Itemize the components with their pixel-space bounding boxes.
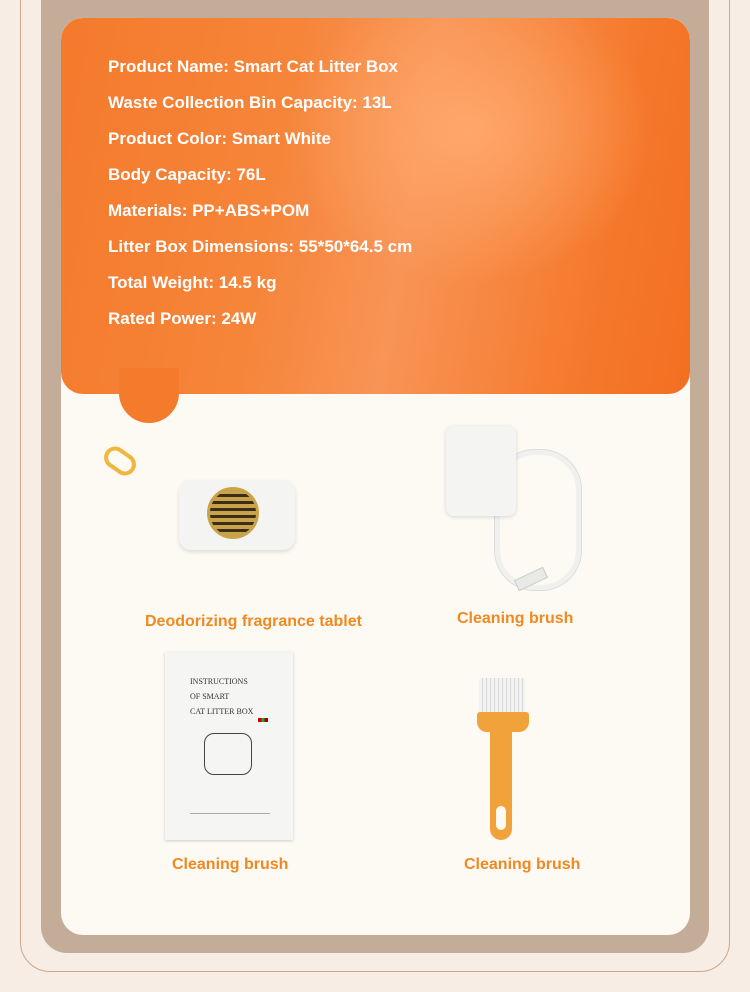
spec-body-capacity: Body Capacity: 76L xyxy=(108,165,266,184)
manual-footer-line xyxy=(190,813,270,814)
spec-product-color: Product Color: Smart White xyxy=(108,129,331,148)
deodorizer-caption: Deodorizing fragrance tablet xyxy=(145,613,362,630)
deodorizer-grill xyxy=(207,487,259,539)
brush-hang-hole xyxy=(496,806,506,830)
manual-caption: Cleaning brush xyxy=(172,856,289,873)
spec-panel-tab xyxy=(119,368,179,423)
manual-cover-title: INSTRUCTIONS OF SMART CAT LITTER BOX xyxy=(190,677,254,716)
adapter-caption: Cleaning brush xyxy=(457,610,574,627)
manual-flag-icon xyxy=(258,718,268,722)
spec-total-weight: Total Weight: 14.5 kg xyxy=(108,273,277,292)
spec-materials: Materials: PP+ABS+POM xyxy=(108,201,310,220)
litter-box-illustration xyxy=(204,733,252,775)
spec-bin-capacity: Waste Collection Bin Capacity: 13L xyxy=(108,93,392,112)
spec-product-name: Product Name: Smart Cat Litter Box xyxy=(108,57,398,76)
brush-caption: Cleaning brush xyxy=(464,856,581,873)
adapter-body xyxy=(446,426,516,516)
spec-list xyxy=(108,56,412,344)
spec-rated-power: Rated Power: 24W xyxy=(108,309,257,328)
brush-head xyxy=(477,712,529,732)
spec-panel xyxy=(61,18,690,394)
product-card xyxy=(61,18,690,935)
spec-dimensions: Litter Box Dimensions: 55*50*64.5 cm xyxy=(108,237,413,256)
